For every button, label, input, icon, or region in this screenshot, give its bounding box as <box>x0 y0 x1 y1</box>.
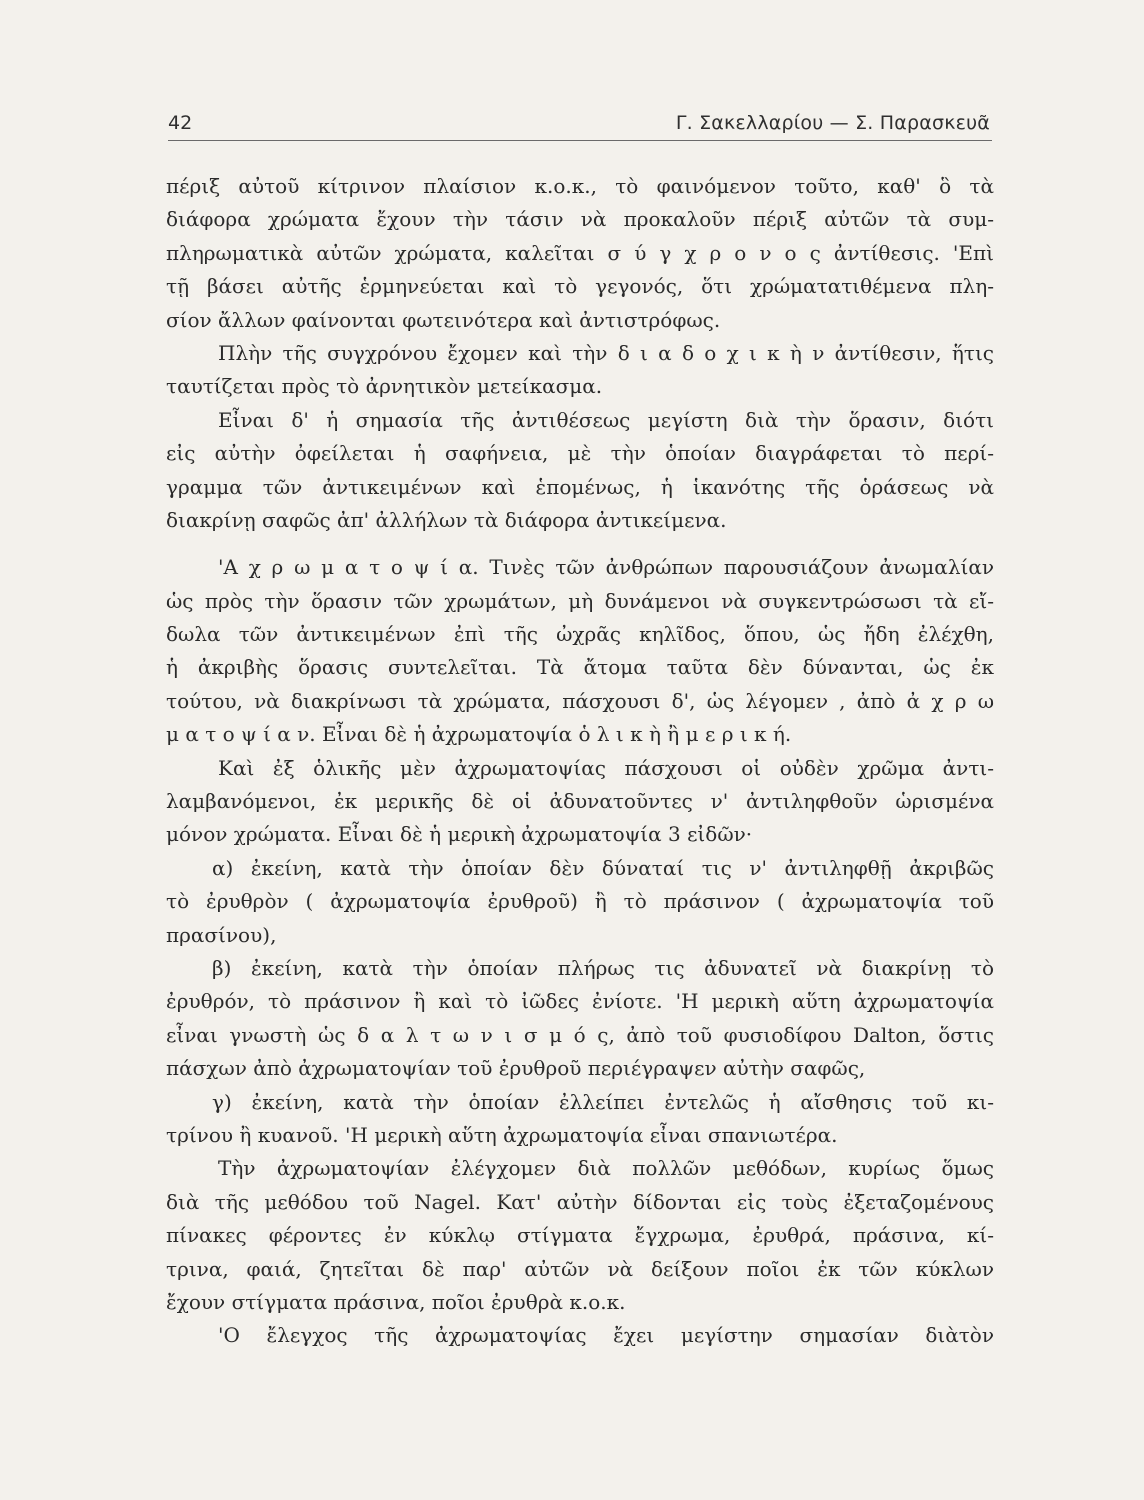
text-line: διακρίνῃ σαφῶς ἀπ' ἀλλήλων τὰ διάφορα ἀντικείμενα. <box>166 507 727 532</box>
text-line: ἡ ἀκριβὴς ὅρασις συντελεῖται. Τὰ ἄτομα ταῦτα δὲν δύνανται, ὡς ἐκ <box>166 655 994 680</box>
text-line: δωλα τῶν ἀντικειμένων ἐπὶ τῆς ὠχρᾶς κηλῖδος, ὅπου, ὡς ἤδη ἐλέχθη, <box>166 622 994 647</box>
list-item-a: α) ἐκείνη, κατὰ τὴν ὁποίαν δὲν δύναταί τις ν' ἀντιληφθῇ ἀκριβῶς <box>212 855 994 880</box>
text-line: Εἶναι δ' ἡ σημασία τῆς ἀντιθέσεως μεγίστη διὰ τὴν ὅρασιν, διότι <box>218 407 994 432</box>
text-line: μόνον χρώματα. Εἶναι δὲ ἡ μερικὴ ἀχρωματοψία 3 εἰδῶν· <box>166 822 753 847</box>
text-line: τῇ βάσει αὐτῆς ἑρμηνεύεται καὶ τὸ γεγονός, ὅτι χρώματατιθέμενα πλη- <box>166 274 994 299</box>
page-number: 42 <box>168 112 193 134</box>
header-rule <box>168 140 992 141</box>
text-line: τὸ ἐρυθρὸν ( ἀχρωματοψία ἐρυθροῦ) ἢ τὸ πράσινον ( ἀχρωματοψία τοῦ <box>166 889 994 914</box>
text-line: τρίνου ἢ κυανοῦ. 'Η μερικὴ αὕτη ἀχρωματοψία εἶναι σπανιωτέρα. <box>166 1122 838 1147</box>
text-line: πίνακες φέροντες ἐν κύκλῳ στίγματα ἔγχρωμα, ἐρυθρά, πράσινα, κί- <box>166 1223 994 1248</box>
text-line: εἶναι γνωστὴ ὡς δ α λ τ ω ν ι σ μ ό ς, ἀπὸ τοῦ φυσιοδίφου Dalton, ὅστις <box>166 1022 994 1047</box>
text-line: πέριξ αὐτοῦ κίτρινον πλαίσιον κ.ο.κ., τὸ φαινόμενον τοῦτο, καθ' ὃ τὰ <box>166 174 994 198</box>
text-line: Πλὴν τῆς συγχρόνου ἔχομεν καὶ τὴν δ ι α δ ο χ ι κ ὴ ν ἀντίθεσιν, ἥτις <box>218 340 994 365</box>
list-item-b: β) ἐκείνη, κατὰ τὴν ὁποίαν πλήρως τις ἀδυνατεῖ νὰ διακρίνῃ τὸ <box>212 955 994 980</box>
section-spacer <box>166 537 994 551</box>
text-line: λαμβανόμενοι, ἐκ μερικῆς δὲ οἱ ἀδυνατοῦντες ν' ἀντιληφθοῦν ὡρισμένα <box>166 789 994 814</box>
page-header <box>168 104 992 140</box>
text-line: σίον ἄλλων φαίνονται φωτεινότερα καὶ ἀντιστρόφως. <box>166 307 721 332</box>
text-line: πάσχων ἀπὸ ἀχρωματοψίαν τοῦ ἐρυθροῦ περιέγραψεν αὐτὴν σαφῶς, <box>166 1056 866 1081</box>
text-line: μ α τ ο ψ ί α ν. Εἶναι δὲ ἡ ἀχρωματοψία ὁ λ ι κ ὴ ἢ μ ε ρ ι κ ή. <box>166 722 792 747</box>
text-line: Καὶ ἐξ ὁλικῆς μὲν ἀχρωματοψίας πάσχουσι οἱ οὐδὲν χρῶμα ἀντι- <box>218 755 994 780</box>
text-line: ἐρυθρόν, τὸ πράσινον ἢ καὶ τὸ ἰῶδες ἐνίοτε. 'Η μερικὴ αὕτη ἀχρωματοψία <box>166 989 994 1014</box>
text-line: 'Ο ἔλεγχος τῆς ἀχρωματοψίας ἔχει μεγίστην σημασίαν διὰτὸν <box>218 1323 994 1348</box>
text-line: διάφορα χρώματα ἔχουν τὴν τάσιν νὰ προκαλοῦν πέριξ αὐτῶν τὰ συμ- <box>166 207 994 232</box>
list-item-c: γ) ἐκείνη, κατὰ τὴν ὁποίαν ἐλλείπει ἐντελῶς ἡ αἴσθησις τοῦ κι- <box>212 1089 994 1114</box>
text-line: πληρωματικὰ αὐτῶν χρώματα, καλεῖται σ ύ γ χ ρ ο ν ο ς ἀντίθεσις. 'Επὶ <box>166 240 994 265</box>
section-heading-line: 'Α χ ρ ω μ α τ ο ψ ί α. Τινὲς τῶν ἀνθρώπων παρουσιάζουν ἀνωμαλίαν <box>218 555 994 580</box>
text-line: γραμμα τῶν ἀντικειμένων καὶ ἑπομένως, ἡ ἱκανότης τῆς ὁράσεως νὰ <box>166 474 994 499</box>
text-line: ταυτίζεται πρὸς τὸ ἀρνητικὸν μετείκασμα. <box>166 374 603 399</box>
text-line: τούτου, νὰ διακρίνωσι τὰ χρώματα, πάσχουσι δ', ὡς λέγομεν , ἀπὸ ἀ χ ρ ω <box>166 688 994 713</box>
text-line: Τὴν ἀχρωματοψίαν ἐλέγχομεν διὰ πολλῶν μεθόδων, κυρίως ὅμως <box>218 1156 994 1181</box>
text-line: ὡς πρὸς τὴν ὅρασιν τῶν χρωμάτων, μὴ δυνάμενοι νὰ συγκεντρώσωσι τὰ εἴ- <box>166 588 994 613</box>
text-line: διὰ τῆς μεθόδου τοῦ Nagel. Κατ' αὐτὴν δίδονται εἰς τοὺς ἐξεταζομένους <box>166 1189 994 1214</box>
text-line: πρασίνου), <box>166 922 277 947</box>
body-text <box>166 170 994 1353</box>
text-line: ἔχουν στίγματα πράσινα, ποῖοι ἐρυθρὰ κ.ο.κ. <box>166 1289 626 1314</box>
text-line: τρινα, φαιά, ζητεῖται δὲ παρ' αὐτῶν νὰ δείξουν ποῖοι ἐκ τῶν κύκλων <box>166 1256 994 1281</box>
text-line: εἰς αὐτὴν ὀφείλεται ἡ σαφήνεια, μὲ τὴν ὁποίαν διαγράφεται τὸ περί- <box>166 441 994 466</box>
running-head: Γ. Σακελλαρίου — Σ. Παρασκευᾶ <box>675 112 990 134</box>
